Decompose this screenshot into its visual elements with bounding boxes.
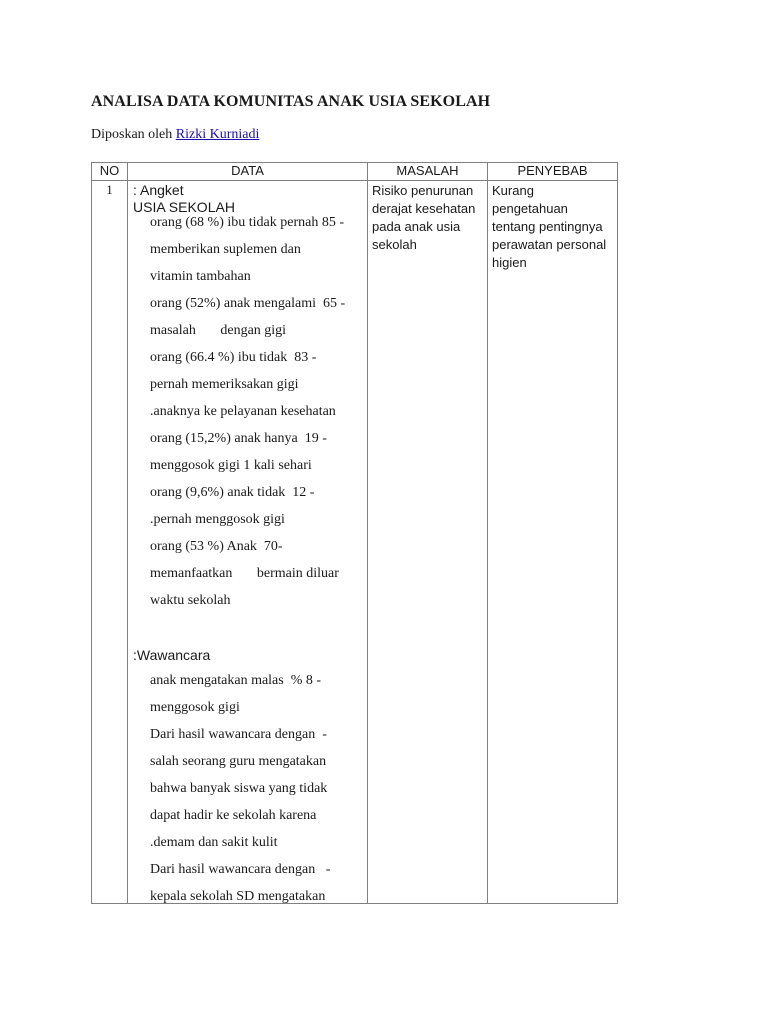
posted-by-label: Diposkan oleh xyxy=(91,127,173,142)
table-header-row xyxy=(92,163,618,181)
data-line: orang (68 %) ibu tidak pernah 85 - xyxy=(150,215,344,230)
wawancara-label: :Wawancara xyxy=(133,647,211,663)
table-row xyxy=(92,181,618,904)
data-line: menggosok gigi 1 kali sehari xyxy=(150,458,312,473)
masalah-cell: Risiko penurunan derajat kesehatan pada anak usia sekolah xyxy=(368,181,488,904)
data-line: bahwa banyak siswa yang tidak xyxy=(150,781,328,796)
data-line: .anaknya ke pelayanan kesehatan xyxy=(150,404,336,419)
data-line: pernah memeriksakan gigi xyxy=(150,377,299,392)
data-line: kepala sekolah SD mengatakan xyxy=(150,889,326,904)
group-label: USIA SEKOLAH xyxy=(133,199,235,215)
data-line: orang (9,6%) anak tidak 12 - xyxy=(150,485,315,500)
data-line: vitamin tambahan xyxy=(150,269,251,284)
data-cell xyxy=(128,181,368,904)
data-line: masalah dengan gigi xyxy=(150,323,287,338)
header-data: DATA xyxy=(128,163,368,181)
data-line: .demam dan sakit kulit xyxy=(150,835,278,850)
data-line: anak mengatakan malas % 8 - xyxy=(150,673,322,688)
data-line: memberikan suplemen dan xyxy=(150,242,301,257)
analysis-table xyxy=(91,162,618,904)
data-line: orang (52%) anak mengalami 65 - xyxy=(150,296,346,311)
angket-label: : Angket xyxy=(133,182,184,198)
data-line: menggosok gigi xyxy=(150,700,240,715)
document-title: ANALISA DATA KOMUNITAS ANAK USIA SEKOLAH xyxy=(91,93,491,110)
data-line: .pernah menggosok gigi xyxy=(150,512,285,527)
data-line: memanfaatkan bermain diluar xyxy=(150,566,339,581)
data-line: Dari hasil wawancara dengan - xyxy=(150,862,331,877)
data-line: orang (66.4 %) ibu tidak 83 - xyxy=(150,350,317,365)
author-link[interactable]: Rizki Kurniadi xyxy=(175,127,260,142)
data-line: orang (15,2%) anak hanya 19 - xyxy=(150,431,327,446)
header-no: NO xyxy=(92,163,128,181)
data-line: dapat hadir ke sekolah karena xyxy=(150,808,317,823)
data-line: orang (53 %) Anak 70- xyxy=(150,539,283,554)
row-number: 1 xyxy=(92,181,128,904)
header-penyebab: PENYEBAB xyxy=(488,163,618,181)
data-line: salah seorang guru mengatakan xyxy=(150,754,327,769)
header-masalah: MASALAH xyxy=(368,163,488,181)
data-line: waktu sekolah xyxy=(150,593,231,608)
data-line: Dari hasil wawancara dengan - xyxy=(150,727,327,742)
byline xyxy=(91,127,259,143)
penyebab-cell: Kurang pengetahuan tentang pentingnya perawatan personal higien xyxy=(488,181,618,904)
